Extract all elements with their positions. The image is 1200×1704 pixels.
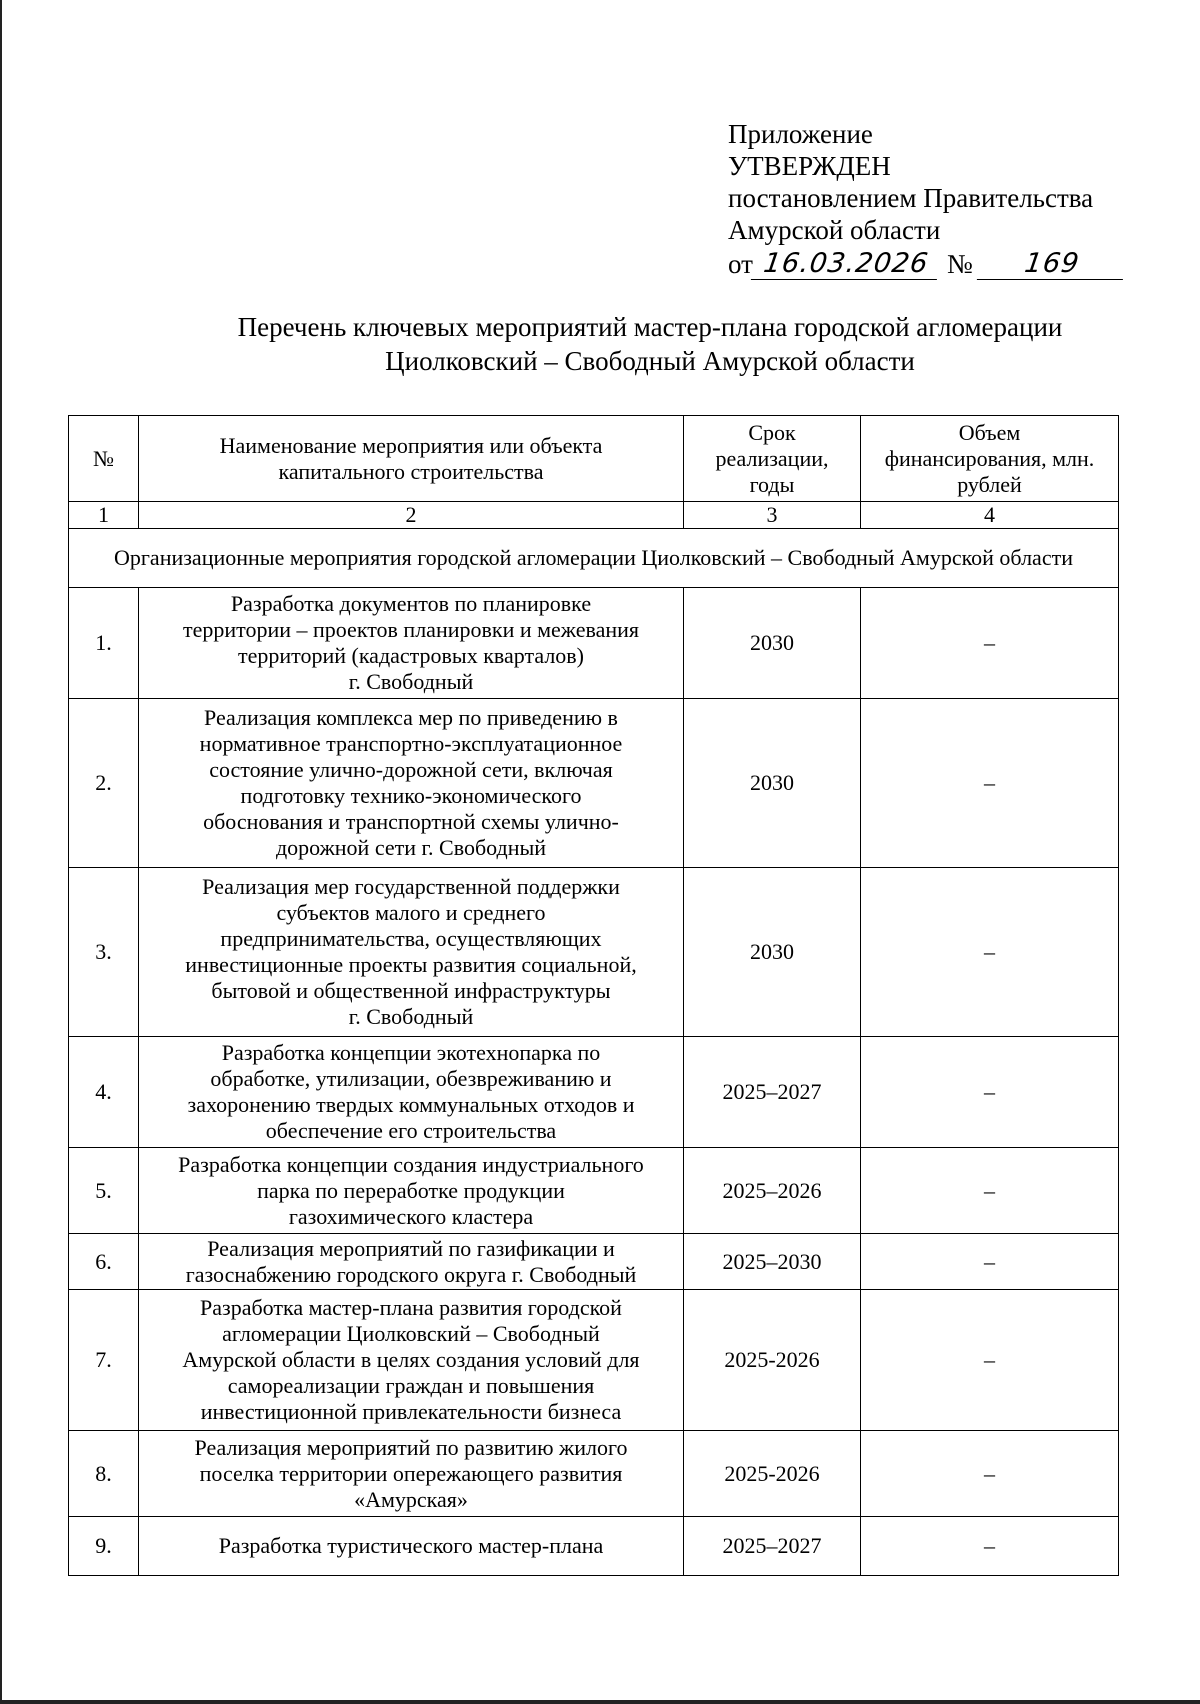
approval-date-line [728, 248, 1148, 280]
column-numbers-row [69, 502, 1119, 529]
row-term: 2025–2027 [684, 1037, 861, 1148]
table-row [69, 868, 1119, 1037]
row-num: 3. [69, 868, 139, 1037]
column-number: 1 [69, 502, 139, 529]
table-row [69, 1234, 1119, 1290]
row-funding: – [861, 588, 1119, 699]
row-funding: – [861, 1148, 1119, 1234]
row-funding: – [861, 699, 1119, 868]
row-term: 2030 [684, 588, 861, 699]
table-row [69, 1431, 1119, 1517]
table-row [69, 588, 1119, 699]
header-name: Наименование мероприятия или объекта капитального строительства [139, 416, 684, 502]
header-funding: Объем финансирования, млн. рублей [861, 416, 1119, 502]
date-prefix: от [728, 249, 753, 279]
title-line-2: Циолковский – Свободный Амурской области [385, 346, 915, 376]
row-num: 8. [69, 1431, 139, 1517]
row-funding: – [861, 1234, 1119, 1290]
scan-edge-left [0, 0, 2, 1704]
approval-region: Амурской области [728, 215, 941, 245]
row-name: Реализация мер государственной поддержки субъектов малого и среднего предпринимательства, осуществляющих инвестиционные проекты развития социальной, бытовой и общественной инфраструктуры г. Свободный [139, 868, 684, 1037]
approval-decree: постановлением Правительства [728, 183, 1094, 213]
scan-edge-bottom [0, 1700, 1200, 1704]
row-funding: – [861, 1037, 1119, 1148]
approval-block [728, 118, 1148, 280]
row-term: 2030 [684, 699, 861, 868]
row-term: 2030 [684, 868, 861, 1037]
handwritten-date: 16.03.2026 [751, 249, 941, 280]
table-row [69, 1037, 1119, 1148]
table-row [69, 1290, 1119, 1431]
column-number: 3 [684, 502, 861, 529]
row-name: Реализация комплекса мер по приведению в нормативное транспортно-эксплуатационное состояние улично-дорожной сети, включая подготовку технико-экономического обоснования и транспортной схемы улично- дорожной сети г. Свободный [139, 699, 684, 868]
row-term: 2025-2026 [684, 1431, 861, 1517]
row-name: Разработка документов по планировке территории – проектов планировки и межевания территорий (кадастровых кварталов) г. Свободный [139, 588, 684, 699]
row-name: Реализация мероприятий по развитию жилого поселка территории опережающего развития «Амурская» [139, 1431, 684, 1517]
row-funding: – [861, 1431, 1119, 1517]
section-title: Организационные мероприятия городской агломерации Циолковский – Свободный Амурской области [69, 529, 1119, 588]
table-row [69, 1517, 1119, 1576]
row-num: 4. [69, 1037, 139, 1148]
number-sign: № [946, 249, 973, 279]
title-line-1: Перечень ключевых мероприятий мастер-плана городской агломерации [237, 312, 1063, 342]
row-name: Разработка мастер-плана развития городской агломерации Циолковский – Свободный Амурской области в целях создания условий для самореализации граждан и повышения инвестиционной привлекательности бизнеса [139, 1290, 684, 1431]
handwritten-number: 169 [977, 249, 1127, 280]
table-header-row [69, 416, 1119, 502]
row-num: 9. [69, 1517, 139, 1576]
table-row [69, 699, 1119, 868]
approval-appendix: Приложение [728, 119, 873, 149]
section-row [69, 529, 1119, 588]
row-num: 7. [69, 1290, 139, 1431]
row-funding: – [861, 1290, 1119, 1431]
row-term: 2025–2030 [684, 1234, 861, 1290]
row-term: 2025-2026 [684, 1290, 861, 1431]
row-name: Разработка туристического мастер-плана [139, 1517, 684, 1576]
row-funding: – [861, 1517, 1119, 1576]
row-name: Разработка концепции создания индустриального парка по переработке продукции газохимического кластера [139, 1148, 684, 1234]
row-num: 5. [69, 1148, 139, 1234]
document-title [60, 310, 1200, 378]
row-name: Реализация мероприятий по газификации и газоснабжению городского округа г. Свободный [139, 1234, 684, 1290]
measures-table [68, 415, 1119, 1576]
row-name: Разработка концепции экотехнопарка по обработке, утилизации, обезвреживанию и захоронению твердых коммунальных отходов и обеспечение его строительства [139, 1037, 684, 1148]
column-number: 2 [139, 502, 684, 529]
row-term: 2025–2026 [684, 1148, 861, 1234]
row-funding: – [861, 868, 1119, 1037]
approval-approved: УТВЕРЖДЕН [728, 151, 891, 181]
row-num: 6. [69, 1234, 139, 1290]
row-term: 2025–2027 [684, 1517, 861, 1576]
column-number: 4 [861, 502, 1119, 529]
row-num: 1. [69, 588, 139, 699]
table-row [69, 1148, 1119, 1234]
header-term: Срок реализации, годы [684, 416, 861, 502]
row-num: 2. [69, 699, 139, 868]
header-num: № [69, 416, 139, 502]
